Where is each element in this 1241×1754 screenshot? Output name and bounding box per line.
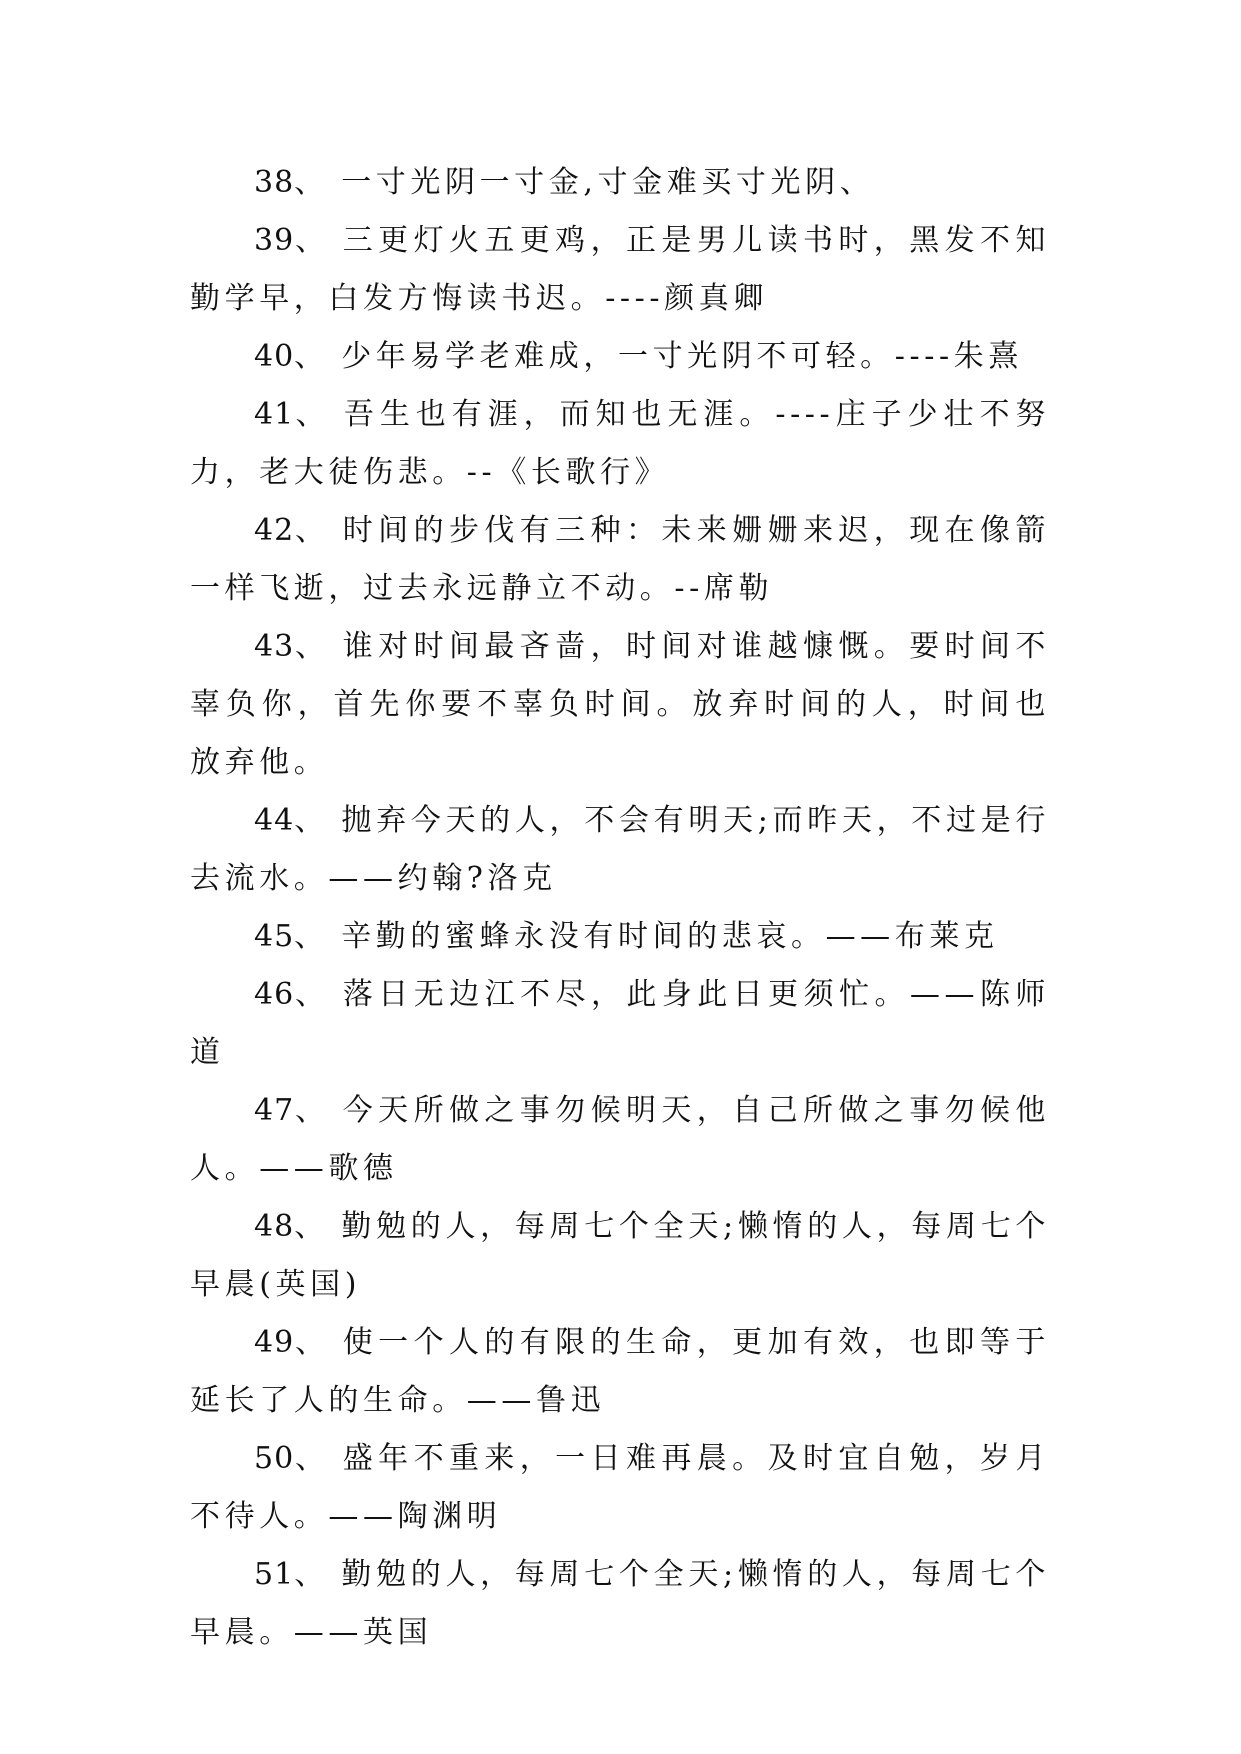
item-number: 44、 — [254, 803, 326, 838]
item-text: 盛年不重来，一日难再晨。及时宜自勉，岁月不待人。——陶渊明 — [190, 1441, 1050, 1534]
list-item — [190, 328, 1050, 386]
item-text: 一寸光阴一寸金,寸金难买寸光阴、 — [341, 165, 875, 200]
item-number: 49、 — [254, 1325, 327, 1360]
item-text: 今天所做之事勿候明天，自己所做之事勿候他人。——歌德 — [190, 1093, 1050, 1186]
item-number: 39、 — [254, 223, 327, 258]
item-number: 47、 — [254, 1093, 327, 1128]
item-number: 38、 — [254, 165, 326, 200]
list-item — [190, 1314, 1050, 1430]
item-text: 吾生也有涯，而知也无涯。----庄子少壮不努力，老大徒伤悲。--《长歌行》 — [190, 397, 1050, 490]
item-number: 46、 — [254, 977, 327, 1012]
item-number: 42、 — [254, 513, 327, 548]
list-item — [190, 1430, 1050, 1546]
item-text: 少年易学老难成，一寸光阴不可轻。----朱熹 — [341, 339, 1023, 374]
item-text: 抛弃今天的人，不会有明天;而昨天，不过是行去流水。——约翰?洛克 — [190, 803, 1050, 896]
item-text: 勤勉的人，每周七个全天;懒惰的人，每周七个早晨。——英国 — [190, 1557, 1050, 1650]
item-number: 51、 — [254, 1557, 326, 1592]
item-number: 40、 — [254, 339, 326, 374]
list-item — [190, 618, 1050, 792]
list-item — [190, 1082, 1050, 1198]
list-item — [190, 1546, 1050, 1662]
item-text: 勤勉的人，每周七个全天;懒惰的人，每周七个早晨(英国) — [190, 1209, 1050, 1302]
item-number: 50、 — [254, 1441, 327, 1476]
item-text: 三更灯火五更鸡，正是男儿读书时，黑发不知勤学早，白发方悔读书迟。----颜真卿 — [190, 223, 1050, 316]
list-item — [190, 212, 1050, 328]
quote-list — [190, 154, 1050, 1662]
item-number: 48、 — [254, 1209, 326, 1244]
item-number: 45、 — [254, 919, 326, 954]
item-number: 43、 — [254, 629, 327, 664]
item-text: 谁对时间最吝啬，时间对谁越慷慨。要时间不辜负你，首先你要不辜负时间。放弃时间的人，时间也放弃他。 — [190, 629, 1050, 780]
item-text: 使一个人的有限的生命，更加有效，也即等于延长了人的生命。——鲁迅 — [190, 1325, 1050, 1418]
list-item — [190, 1198, 1050, 1314]
list-item — [190, 908, 1050, 966]
list-item — [190, 792, 1050, 908]
item-number: 41、 — [254, 397, 328, 432]
list-item — [190, 966, 1050, 1082]
item-text: 时间的步伐有三种：未来姗姗来迟，现在像箭一样飞逝，过去永远静立不动。--席勒 — [190, 513, 1050, 606]
list-item — [190, 386, 1050, 502]
item-text: 辛勤的蜜蜂永没有时间的悲哀。——布莱克 — [341, 919, 999, 954]
item-text: 落日无边江不尽，此身此日更须忙。——陈师道 — [190, 977, 1050, 1070]
list-item — [190, 154, 1050, 212]
list-item — [190, 502, 1050, 618]
